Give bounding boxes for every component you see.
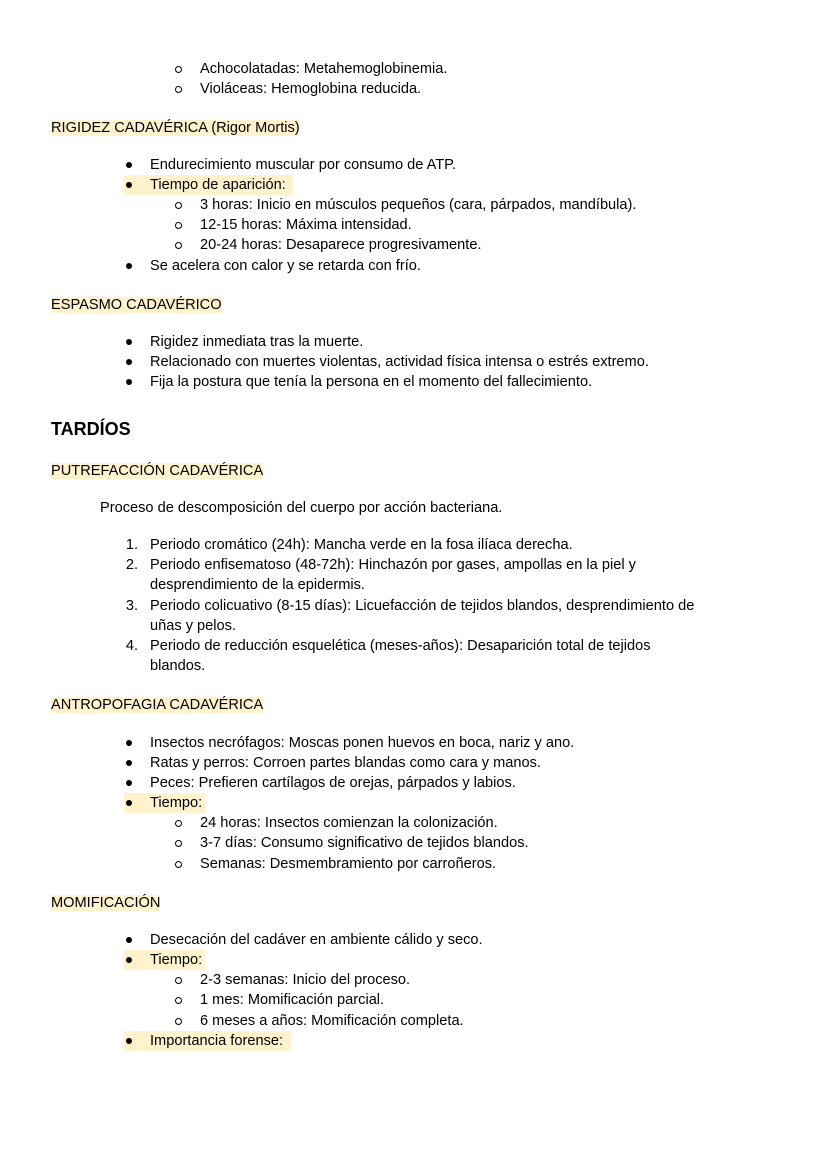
list-item-continuation: uñas y pelos. [150,618,236,634]
section-heading: ANTROPOFAGIA CADAVÉRICA [51,697,264,713]
list-item: 3-7 días: Consumo significativo de tejidos blandos. [200,835,529,851]
bullet-icon [126,263,132,269]
major-heading: TARDÍOS [51,419,131,439]
bullet-icon [126,760,132,766]
hollow-bullet-icon [175,242,182,249]
list-item: 24 horas: Insectos comienzan la colonización. [200,815,498,831]
list-number: 3. [125,598,138,614]
paragraph: Proceso de descomposición del cuerpo por acción bacteriana. [100,500,503,516]
list-item: 12-15 horas: Máxima intensidad. [200,217,412,233]
list-number: 2. [125,557,138,573]
list-item: Tiempo de aparición: [150,177,286,193]
list-item-continuation: blandos. [150,658,206,674]
list-item: Violáceas: Hemoglobina reducida. [200,81,422,97]
list-item: 6 meses a años: Momificación completa. [200,1013,464,1029]
list-item: Periodo enfisematoso (48-72h): Hinchazón por gases, ampollas en la piel y [150,557,636,573]
list-item: Peces: Prefieren cartílagos de orejas, párpados y labios. [150,775,516,791]
bullet-icon [126,800,132,806]
list-item: Periodo cromático (24h): Mancha verde en la fosa ilíaca derecha. [150,537,573,553]
list-item: Se acelera con calor y se retarda con frío. [150,258,421,274]
list-item: Fija la postura que tenía la persona en el momento del fallecimiento. [150,374,593,390]
bullet-icon [126,379,132,385]
hollow-bullet-icon [175,820,182,827]
bullet-icon [126,957,132,963]
list-item: Ratas y perros: Corroen partes blandas como cara y manos. [150,755,541,771]
list-item: Endurecimiento muscular por consumo de ATP. [150,157,457,173]
list-item: Rigidez inmediata tras la muerte. [150,334,364,350]
list-item: 2-3 semanas: Inicio del proceso. [200,972,411,988]
hollow-bullet-icon [175,861,182,868]
section-heading: MOMIFICACIÓN [51,895,161,911]
bullet-icon [126,182,132,188]
hollow-bullet-icon [175,1018,182,1025]
list-item: 1 mes: Momificación parcial. [200,992,385,1008]
list-item: Periodo colicuativo (8-15 días): Licuefacción de tejidos blandos, desprendimiento de [150,598,695,614]
bullet-icon [126,339,132,345]
list-item-continuation: desprendimiento de la epidermis. [150,577,365,593]
list-item: Tiempo: [150,952,203,968]
list-item: Achocolatadas: Metahemoglobinemia. [200,61,448,77]
hollow-bullet-icon [175,86,182,93]
list-item: Desecación del cadáver en ambiente cálido y seco. [150,932,483,948]
hollow-bullet-icon [175,222,182,229]
bullet-icon [126,780,132,786]
list-number: 1. [125,537,138,553]
bullet-icon [126,162,132,168]
bullet-icon [126,359,132,365]
list-item: Insectos necrófagos: Moscas ponen huevos en boca, nariz y ano. [150,735,575,751]
list-item: Semanas: Desmembramiento por carroñeros. [200,856,497,872]
hollow-bullet-icon [175,66,182,73]
hollow-bullet-icon [175,977,182,984]
list-item: 20-24 horas: Desaparece progresivamente. [200,237,482,253]
hollow-bullet-icon [175,840,182,847]
hollow-bullet-icon [175,997,182,1004]
hollow-bullet-icon [175,202,182,209]
list-item: Relacionado con muertes violentas, actividad física intensa o estrés extremo. [150,354,649,370]
list-item: Tiempo: [150,795,203,811]
bullet-icon [126,937,132,943]
section-heading: PUTREFACCIÓN CADAVÉRICA [51,463,264,479]
list-item: 3 horas: Inicio en músculos pequeños (cara, párpados, mandíbula). [200,197,637,213]
list-item: Importancia forense: [150,1033,284,1049]
section-heading: ESPASMO CADAVÉRICO [51,297,222,313]
bullet-icon [126,740,132,746]
bullet-icon [126,1038,132,1044]
list-number: 4. [125,638,138,654]
list-item: Periodo de reducción esquelética (meses-años): Desaparición total de tejidos [150,638,651,654]
section-heading: RIGIDEZ CADAVÉRICA (Rigor Mortis) [51,120,300,136]
